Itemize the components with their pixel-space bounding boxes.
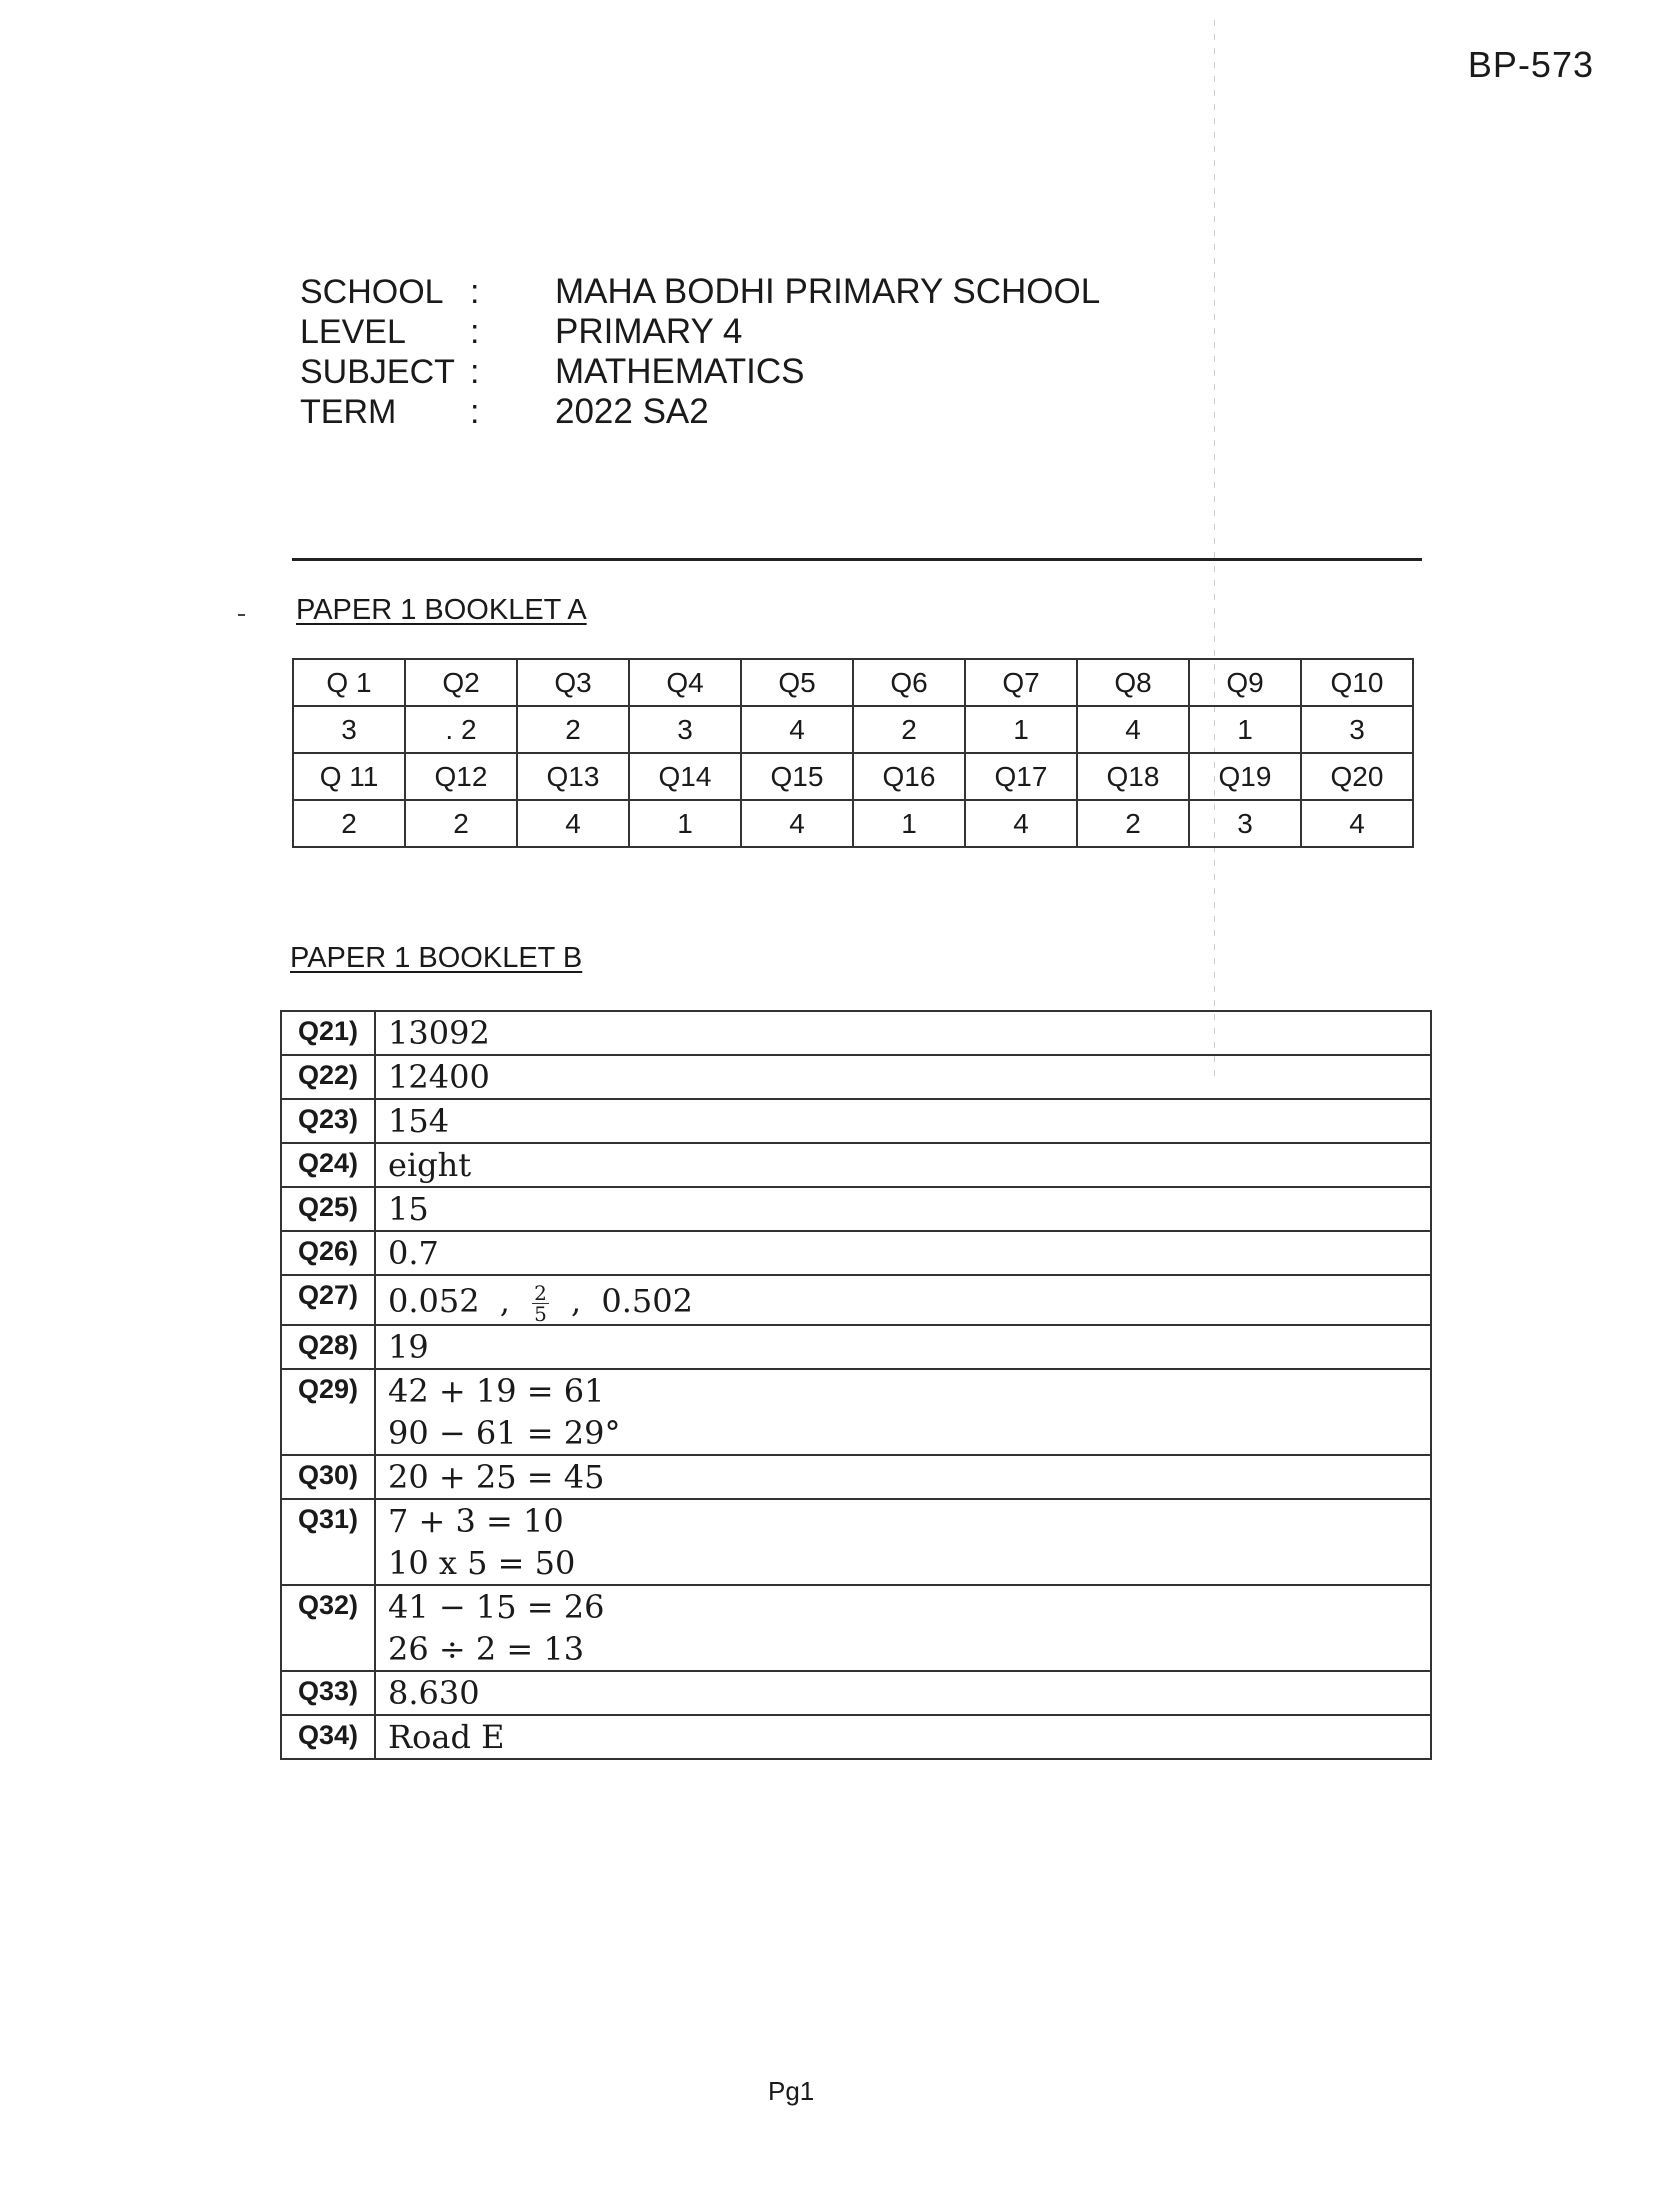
table-row	[281, 1099, 1431, 1143]
header-divider	[292, 558, 1422, 561]
answer-row	[293, 800, 1413, 847]
question-cell: Q4	[629, 659, 741, 706]
table-row	[281, 1455, 1431, 1499]
answer-part: 0.052	[388, 1282, 480, 1320]
subject-colon: :	[470, 353, 480, 391]
answer: 12400	[375, 1055, 1431, 1099]
answer-cell: 2	[293, 800, 405, 847]
scan-artifact-line	[1214, 20, 1215, 1080]
answer: 8.630	[375, 1671, 1431, 1715]
answer	[375, 1585, 1431, 1671]
answer-cell: 1	[1189, 706, 1301, 753]
answer-cell: 4	[741, 706, 853, 753]
question-number: Q31)	[281, 1499, 375, 1585]
question-number: Q30)	[281, 1455, 375, 1499]
table-row	[281, 1671, 1431, 1715]
booklet-a-title: PAPER 1 BOOKLET A	[296, 594, 587, 626]
question-cell: Q3	[517, 659, 629, 706]
question-cell: Q16	[853, 753, 965, 800]
question-cell: Q8	[1077, 659, 1189, 706]
answer-cell: 2	[517, 706, 629, 753]
answer	[375, 1369, 1431, 1455]
question-cell: Q17	[965, 753, 1077, 800]
answer-line: 90 − 61 = 29°	[388, 1414, 621, 1452]
answer: 20 + 25 = 45	[375, 1455, 1431, 1499]
answer: eight	[375, 1143, 1431, 1187]
question-cell: Q 1	[293, 659, 405, 706]
question-number: Q23)	[281, 1099, 375, 1143]
question-number: Q21)	[281, 1011, 375, 1055]
answer-row	[293, 706, 1413, 753]
answer-cell: 2	[405, 800, 517, 847]
term-colon: :	[470, 393, 480, 431]
document-id: BP-573	[1467, 44, 1594, 85]
question-number: Q29)	[281, 1369, 375, 1455]
answer-line: 41 − 15 = 26	[388, 1588, 605, 1626]
school-colon: :	[470, 273, 480, 311]
question-cell: Q20	[1301, 753, 1413, 800]
booklet-a-answer-grid	[292, 658, 1414, 848]
question-cell: Q10	[1301, 659, 1413, 706]
question-cell: Q12	[405, 753, 517, 800]
question-number: Q25)	[281, 1187, 375, 1231]
subject-value: MATHEMATICS	[555, 352, 805, 391]
term-label: TERM	[300, 393, 397, 431]
level-label: LEVEL	[300, 313, 406, 351]
answer-line: 10 x 5 = 50	[388, 1544, 576, 1582]
question-number: Q33)	[281, 1671, 375, 1715]
table-row	[281, 1325, 1431, 1369]
table-row	[281, 1055, 1431, 1099]
answer: 19	[375, 1325, 1431, 1369]
table-row	[281, 1369, 1431, 1455]
fraction-denominator: 5	[534, 1302, 547, 1326]
answer-line: 7 + 3 = 10	[388, 1502, 564, 1540]
question-cell: Q5	[741, 659, 853, 706]
question-number: Q28)	[281, 1325, 375, 1369]
answer-cell: 4	[1077, 706, 1189, 753]
question-number: Q26)	[281, 1231, 375, 1275]
answer-cell: 4	[1301, 800, 1413, 847]
booklet-b-answer-table	[280, 1010, 1432, 1760]
question-cell: Q7	[965, 659, 1077, 706]
question-row	[293, 753, 1413, 800]
answer-cell: 3	[293, 706, 405, 753]
table-row	[281, 1011, 1431, 1055]
answer-cell: . 2	[405, 706, 517, 753]
question-row	[293, 659, 1413, 706]
term-value: 2022 SA2	[555, 392, 709, 431]
table-row	[281, 1187, 1431, 1231]
answer-cell: 2	[853, 706, 965, 753]
question-cell: Q14	[629, 753, 741, 800]
question-cell: Q18	[1077, 753, 1189, 800]
answer-line: 26 ÷ 2 = 13	[388, 1630, 585, 1668]
question-cell: Q13	[517, 753, 629, 800]
question-cell: Q15	[741, 753, 853, 800]
answer-cell: 1	[629, 800, 741, 847]
question-cell: Q2	[405, 659, 517, 706]
answer-part: 0.502	[601, 1282, 693, 1320]
header-info	[300, 272, 1155, 432]
answer-separator: ,	[571, 1282, 582, 1320]
school-value: MAHA BODHI PRIMARY SCHOOL	[555, 272, 1101, 311]
scan-mark	[238, 614, 245, 616]
answer-cell: 4	[965, 800, 1077, 847]
table-row	[281, 1143, 1431, 1187]
fraction-numerator: 2	[534, 1281, 547, 1305]
answer-cell: 1	[853, 800, 965, 847]
question-number: Q32)	[281, 1585, 375, 1671]
answer-cell: 3	[1189, 800, 1301, 847]
table-row	[281, 1231, 1431, 1275]
question-cell: Q19	[1189, 753, 1301, 800]
answer-separator: ,	[499, 1282, 510, 1320]
answer: 13092	[375, 1011, 1431, 1055]
subject-label: SUBJECT	[300, 353, 455, 391]
answer: 15	[375, 1187, 1431, 1231]
page-number: Pg1	[768, 2076, 815, 2106]
answer: 0.7	[375, 1231, 1431, 1275]
question-cell: Q 11	[293, 753, 405, 800]
answer-cell: 3	[1301, 706, 1413, 753]
answer-cell: 2	[1077, 800, 1189, 847]
table-row	[281, 1499, 1431, 1585]
answer-cell: 4	[741, 800, 853, 847]
answer	[375, 1499, 1431, 1585]
question-cell: Q9	[1189, 659, 1301, 706]
answer-cell: 3	[629, 706, 741, 753]
answer-line: 42 + 19 = 61	[388, 1372, 605, 1410]
answer	[375, 1275, 1431, 1325]
question-number: Q22)	[281, 1055, 375, 1099]
question-number: Q34)	[281, 1715, 375, 1759]
level-value: PRIMARY 4	[555, 312, 743, 351]
question-number: Q27)	[281, 1275, 375, 1325]
answer-cell: 1	[965, 706, 1077, 753]
answer: 154	[375, 1099, 1431, 1143]
question-number: Q24)	[281, 1143, 375, 1187]
table-row	[281, 1275, 1431, 1325]
question-cell: Q6	[853, 659, 965, 706]
school-label: SCHOOL	[300, 273, 444, 311]
answer: Road E	[375, 1715, 1431, 1759]
level-colon: :	[470, 313, 480, 351]
fraction	[532, 1283, 549, 1324]
table-row	[281, 1585, 1431, 1671]
answer-cell: 4	[517, 800, 629, 847]
table-row	[281, 1715, 1431, 1759]
booklet-b-title: PAPER 1 BOOKLET B	[290, 942, 583, 974]
